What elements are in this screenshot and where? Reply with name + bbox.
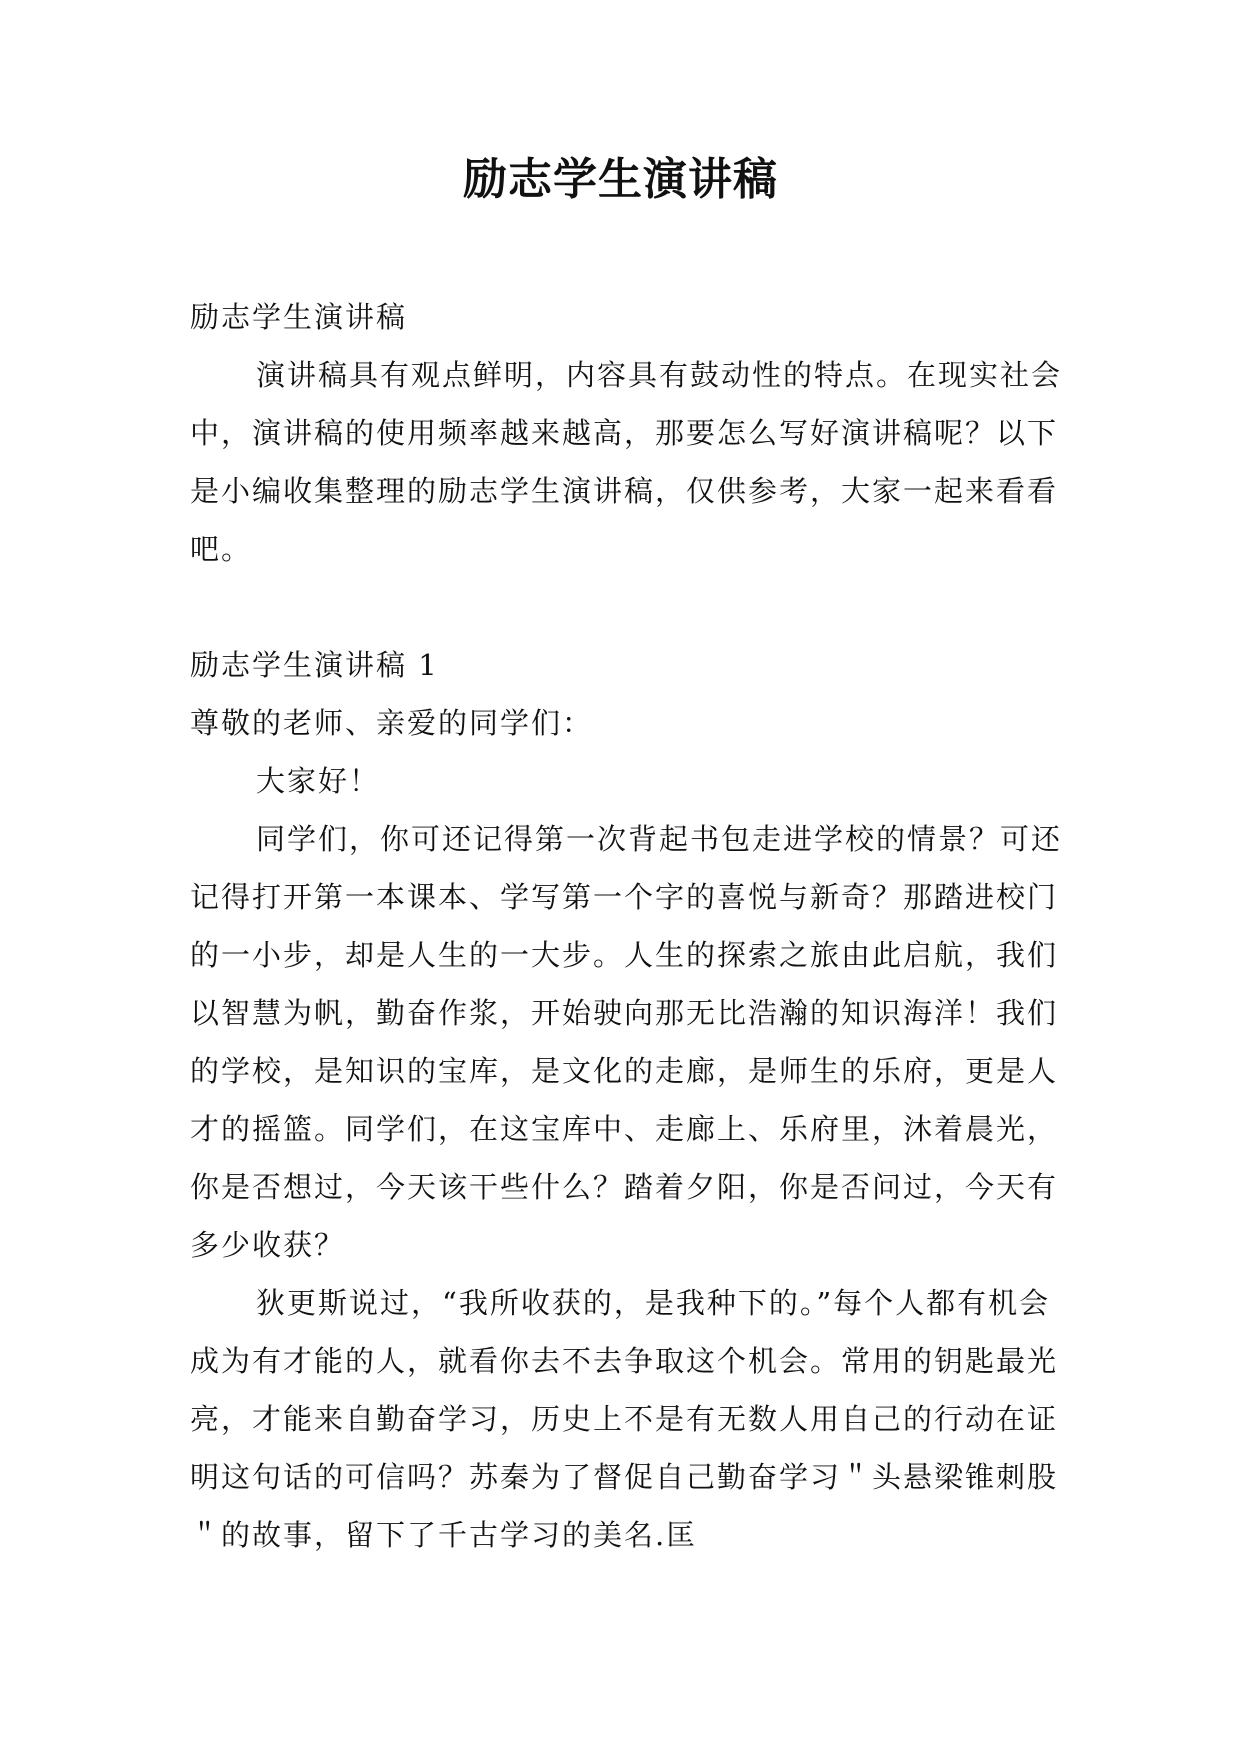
- body-paragraph-2: 狄更斯说过，“我所收获的，是我种下的。”每个人都有机会成为有才能的人，就看你去不去争取这个机会。常用的钥匙最光亮，才能来自勤奋学习，历史上不是有无数人用自己的行动在证明这句话的可信吗？苏秦为了督促自己勤奋学习＂头悬梁锥刺股＂的故事，留下了千古学习的美名.匡: [190, 1286, 1059, 1552]
- intro-paragraph: 演讲稿具有观点鲜明，内容具有鼓动性的特点。在现实社会中，演讲稿的使用频率越来越高，那要怎么写好演讲稿呢？以下是小编收集整理的励志学生演讲稿，仅供参考，大家一起来看看吧。: [190, 358, 1063, 566]
- paragraph-spacer: [190, 578, 1070, 636]
- body-paragraph-1: 同学们，你可还记得第一次背起书包走进学校的情景？可还记得打开第一本课本、学写第一个字的喜悦与新奇？那踏进校门的一小步，却是人生的一大步。人生的探索之旅由此启航，我们以智慧为帆，勤奋作浆，开始驶向那无比浩瀚的知识海洋！我们的学校，是知识的宝库，是文化的走廊，是师生的乐府，更是人才的摇篮。同学们，在这宝库中、走廊上、乐府里，沐着晨光，你是否想过，今天该干些什么？踏着夕阳，你是否问过，今天有多少收获？: [190, 822, 1063, 1262]
- section-heading: 励志学生演讲稿 1: [190, 648, 439, 682]
- document-title: 励志学生演讲稿: [463, 154, 778, 205]
- salutation: 尊敬的老师、亲爱的同学们：: [190, 706, 594, 740]
- greeting: 大家好！: [256, 764, 381, 798]
- document-body: [190, 288, 1070, 1564]
- subtitle: 励志学生演讲稿: [190, 300, 408, 334]
